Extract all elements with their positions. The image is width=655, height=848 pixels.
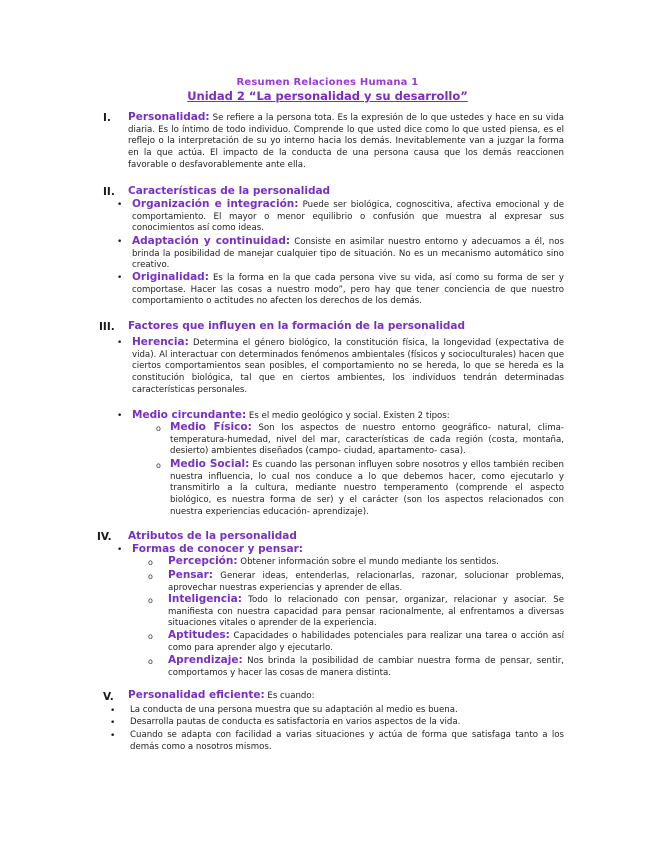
term-personalidad-eficiente: Personalidad eficiente: [128,689,265,701]
item-adaptacion-text: Consiste en asimilar nuestro entorno y adecuamos a él, nos brinda la posibilidad de manejar cualquier tipo de situación. No es un mecanismo automático sino creativo. [132,237,564,271]
circle-bullet: o [148,596,153,605]
bullet: • [117,200,123,210]
section-2-title: Características de la personalidad [128,185,331,197]
circle-bullet: o [156,461,161,470]
item-aprendizaje [168,655,564,679]
item-pensar [168,570,564,594]
term-inteligencia: Inteligencia: [168,593,242,605]
section-5-number: V. [103,691,114,703]
item-organizacion-text: Puede ser biológica, cognoscitiva, afectiva emocional y de comportamiento. El mayor o menor equilibrio o confusión que muestra al expresar sus conocimientos así como ideas. [132,200,564,234]
term-organizacion: Organización e integración: [132,198,299,210]
document-title: Resumen Relaciones Humana 1 [236,77,419,88]
section-5-heading [128,690,564,703]
term-medio-circundante: Medio circundante: [132,409,247,421]
item-inteligencia-text: Todo lo relacionado con pensar, organizar, relacionar y asociar. Se manifiesta con nuestra capacidad para pensar racionalmente, al enfrentamos a diversas situaciones vitales o aprender de la experiencia. [168,595,564,629]
item-percepcion [168,556,564,569]
document-subtitle: Unidad 2 “La personalidad y su desarrollo” [187,89,468,103]
bullet: • [117,338,123,348]
section-4-number: IV. [97,531,112,543]
term-originalidad: Originalidad: [132,271,209,283]
item-organizacion [132,199,564,235]
item-herencia-text: Determina el género biológico, la constitución física, la longevidad (expectativa de vida). Al interactuar con determinados fenómenos ambientales (físicos y socioculturales) hacen que ciertos comportamientos sean posibles, el comportamiento no se hereda, lo que se hereda es la constitución biológica, tal que en ciertos ambientes, los individuos tendrán determinadas características personales. [132,338,564,395]
circle-bullet: o [156,424,161,433]
section-3-title: Factores que influyen en la formación de la personalidad [128,320,466,332]
item-percepcion-text: Obtener información sobre el mundo mediante los sentidos. [237,557,499,567]
section-2-number: II. [103,186,115,198]
section-1-text [128,112,564,172]
circle-bullet: o [148,632,153,641]
item-aptitudes [168,630,564,654]
item-herencia [132,337,564,397]
bullet: • [110,706,116,716]
circle-bullet: o [148,657,153,666]
bullet: • [117,411,123,421]
bullet: • [110,731,116,741]
item-medio-social [170,459,564,519]
section-1-number: I. [103,112,111,124]
section-4-title: Atributos de la personalidad [128,530,297,542]
circle-bullet: o [148,558,153,567]
item-medio-fisico [170,422,564,458]
item-originalidad-text: Es la forma en la que cada persona vive su vida, así como su forma de ser y comportase. Hacer las cosas a nuestro modo”, pero hay que tener conciencia de que nuestro comportamiento o actitudes no afecten los derechos de los demás. [132,273,564,307]
term-medio-social: Medio Social: [170,458,250,470]
item-adaptacion [132,236,564,272]
list-item: Cuando se adapta con facilidad a varias situaciones y actúa de forma que satisfaga tanto a los demás como a nosotros mismos. [130,730,564,752]
section-5-intro: Es cuando: [264,691,315,701]
bullet: • [117,545,123,555]
section-3-number: III. [99,321,115,333]
item-aptitudes-text: Capacidades o habilidades potenciales para realizar una tarea o acción así como para aprender algo y ejecutarlo. [168,631,564,653]
list-item: Desarrolla pautas de conducta es satisfactoria en varios aspectos de la vida. [130,717,461,727]
term-aprendizaje: Aprendizaje: [168,654,243,666]
term-pensar: Pensar: [168,569,214,581]
item-originalidad [132,272,564,308]
item-aprendizaje-text: Nos brinda la posibilidad de cambiar nuestra forma de pensar, sentir, comportamos y hacer las cosas de manera distinta. [168,656,564,678]
term-aptitudes: Aptitudes: [168,629,230,641]
item-pensar-text: Generar ideas, entenderlas, relacionarlas, razonar, solucionar problemas, aprovechar nuestras experiencias y aprender de ellas. [168,571,564,593]
section-1-body: Se refiere a la persona tota. Es la expresión de lo que ustedes y hace en su vida diaria. Es lo íntimo de todo individuo. Comprende lo que usted dice como lo que usted piensa, es el reflejo o la interpretación de su yo interno hacia los demás. Inevitablemente van a juzgar la forma en la que actúa. El impacto de la conducta de una persona causa que los demás reaccionen favorable o desfavorablemente ante ella. [128,113,564,170]
term-percepcion: Percepción: [168,555,238,567]
item-medio-fisico-text: Son los aspectos de nuestro entorno geográfico- natural, clima-temperatura-humedad, nivel del mar, características de cada región (costa, montaña, desierto) ambientes diseñados (campo- ciudad, apartamento- casa). [170,423,565,457]
bullet: • [117,237,123,247]
formas-conocer-pensar: Formas de conocer y pensar: [132,543,303,555]
circle-bullet: o [148,572,153,581]
item-medio-social-text: Es cuando las personan influyen sobre nosotros y ellos también reciben nuestra influencia, lo cual nos conduce a lo que debemos hacer, como ejecutarlo y transmitirlo a la cultura, mediante nuestro temperamento (comprende el aspecto biológico, es nuestra forma de ser) y el carácter (son los aspectos relacionados con nuestra experiencias educación- aprendizaje). [170,460,564,517]
term-adaptacion: Adaptación y continuidad: [132,235,291,247]
item-medio-circundante-text: Es el medio geológico y social. Existen 2 tipos: [246,411,450,421]
term-herencia: Herencia: [132,336,189,348]
list-item: La conducta de una persona muestra que su adaptación al medio es buena. [130,705,458,715]
term-personalidad: Personalidad: [128,111,210,123]
bullet: • [110,718,116,728]
term-medio-fisico: Medio Físico: [170,421,252,433]
item-inteligencia [168,594,564,630]
bullet: • [117,273,123,283]
